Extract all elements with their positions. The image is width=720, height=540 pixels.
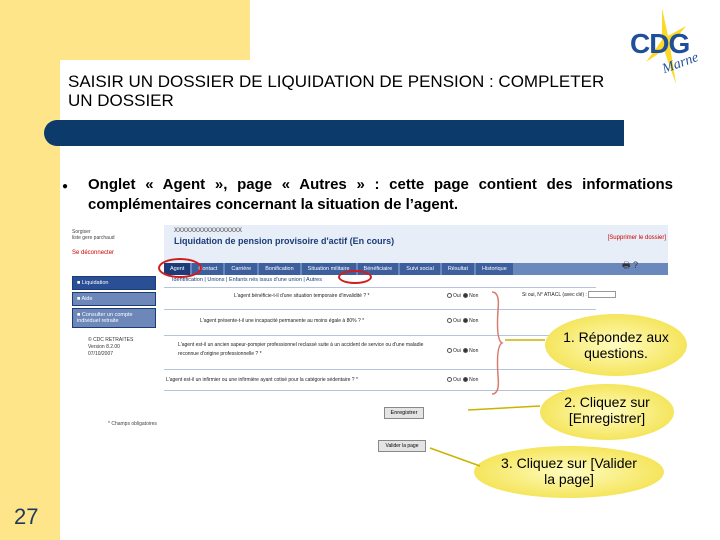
footer-line2: Version 8.2.00 <box>88 344 120 350</box>
page-number: 27 <box>14 504 39 529</box>
oui-label: Oui <box>453 348 461 354</box>
oui-label: Oui <box>453 377 461 383</box>
logo-subtext: Marne <box>660 50 701 77</box>
sidebar-item-consulter[interactable]: ■ Consulter un compte individuel retraite <box>72 308 156 328</box>
non-label: Non <box>469 377 479 383</box>
oui-label: Oui <box>453 293 461 299</box>
form-title: Liquidation de pension provisoire d'actif (En cours) <box>174 236 395 246</box>
delete-dossier-link[interactable]: [Supprimer le dossier] <box>607 235 666 241</box>
sidebar-item-aide[interactable]: ■ Aide <box>72 292 156 306</box>
subtab-links[interactable]: Identification | Unions | Enfants nés issus d'une union | Autres <box>172 277 322 283</box>
tab-carriere[interactable]: Carrière <box>225 263 257 275</box>
validate-page-button[interactable]: Valider la page <box>378 440 426 452</box>
sidebar-item-liquidation[interactable]: ■ Liquidation <box>72 276 156 290</box>
atiacl-label: Si oui, N° ATIACL (avec clé) : <box>522 291 587 298</box>
callout-step2-text: 2. Cliquez sur [Enregistrer] <box>564 394 650 426</box>
tab-agent[interactable]: Agent <box>164 263 190 275</box>
user-line2: liste gere parchaud <box>72 235 115 241</box>
bullet-text: Onglet « Agent », page « Autres » : cette page contient des informations complémentaires concernant la situation de l’agent. <box>88 176 673 213</box>
help-icon[interactable]: ? <box>633 260 639 270</box>
non-label: Non <box>469 293 479 299</box>
footer-line3: 07/10/2007 <box>88 351 114 357</box>
question-text: L'agent présente-t-il une incapacité permanente au moins égale à 80% ? * <box>200 318 365 324</box>
tab-beneficiaire[interactable]: Bénéficiaire <box>358 263 399 275</box>
question-text: L'agent est-il un infirmier ou une infirmière ayant cotisé pour la catégorie sédentaire ? * <box>166 377 358 383</box>
logout-link[interactable]: Se déconnecter <box>72 250 115 256</box>
footer-line1: © CDC RETRAITES <box>88 337 134 343</box>
callout-step1-text: 1. Répondez aux questions. <box>563 329 669 361</box>
non-label: Non <box>469 348 479 354</box>
mandatory-note: * Champs obligatoires <box>108 421 157 427</box>
bullet-dot-icon: ● <box>62 181 69 192</box>
tab-contact[interactable]: Contact <box>192 263 223 275</box>
print-icon[interactable]: 🖶 <box>622 260 631 270</box>
save-button[interactable]: Enregistrer <box>384 407 424 419</box>
user-line1: Sorgiser <box>72 229 91 235</box>
question-text: L'agent bénéficie-t-il d'une situation temporaire d'invalidité ? * <box>234 293 370 299</box>
slide-title: SAISIR UN DOSSIER DE LIQUIDATION DE PENSION : COMPLETER UN DOSSIER <box>68 72 605 110</box>
tab-situation-militaire[interactable]: Situation militaire <box>302 263 356 275</box>
question-text: L'agent est-il un ancien sapeur-pompier professionnel reclassé suite à un accident de service ou d'une maladie reconnue d'origine professionnelle ? * <box>178 342 424 357</box>
logo-text: CDG <box>630 28 690 59</box>
form-code: XXXXXXXXXXXXXXXXX <box>174 228 243 234</box>
callout-step3-text: 3. Cliquez sur [Valider la page] <box>501 455 637 487</box>
tab-suivi-social[interactable]: Suivi social <box>400 263 440 275</box>
tab-historique[interactable]: Historique <box>476 263 513 275</box>
non-label: Non <box>469 318 479 324</box>
tab-bonification[interactable]: Bonification <box>259 263 299 275</box>
tab-resultat[interactable]: Résultat <box>442 263 474 275</box>
oui-label: Oui <box>453 318 461 324</box>
